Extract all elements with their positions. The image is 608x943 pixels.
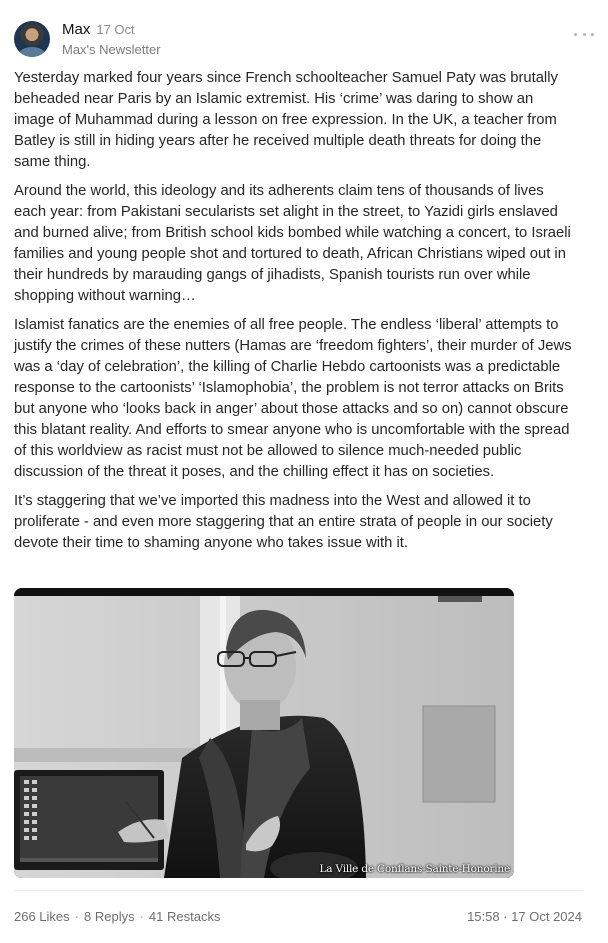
stats-separator: · — [74, 909, 79, 924]
stats-separator: · — [139, 909, 144, 924]
replies-link[interactable]: 8 Replys — [84, 909, 135, 924]
more-options-icon[interactable] — [574, 26, 594, 42]
post-header — [14, 18, 594, 62]
photo-credit: La Ville de Conflans-Sainte-Honorine — [319, 863, 510, 875]
engagement-stats — [14, 909, 220, 924]
paragraph-1: Yesterday marked four years since French schoolteacher Samuel Paty was brutally beheaded near Paris by an Islamic extremist. His ‘crime’ was daring to show an image of Muhammad during a lesson on free expression. In the UK, a teacher from Batley is still in hiding years after he received multiple death threats for doing the same thing. — [14, 70, 558, 170]
author-avatar[interactable] — [14, 21, 50, 57]
restacks-link[interactable]: 41 Restacks — [148, 909, 221, 924]
post-body — [14, 68, 574, 562]
footer-divider — [14, 890, 582, 891]
paragraph-3: Islamist fanatics are the enemies of all free people. The endless ‘liberal’ attempts to justify the crimes of these nutters (Hamas are ‘freedom fighters’, their murder of Jews was a ‘day of celebration’, the killing of Charlie Hebdo cartoonists was a predictable response to the cartoonists’ ‘Islamophobia’, the problem is not terror attacks on Brits but anyone who ‘looks back in anger’ about those attacks and so on) cannot obscure this blatant reality. And efforts to smear anyone who is uncomfortable with the spread of this worldview as racist must not be allowed to silence much-needed public discussion of the threat it poses, and the chilling effect it has on societies. — [14, 317, 572, 480]
paragraph-2: Around the world, this ideology and its adherents claim tens of thousands of lives each year: from Pakistani secularists set alight in the street, to Yazidi girls enslaved and burned alive; from British school kids bombed while watching a concert, to Israeli families and young people shot and tortured to death, African Christians wiped out in their hundreds by marauding gangs of jihadists, Spanish tourists run over while shopping without warning… — [14, 183, 571, 304]
post-timestamp[interactable]: 15:58 · 17 Oct 2024 — [467, 909, 582, 924]
post-footer — [14, 907, 582, 927]
author-name[interactable]: Max — [62, 21, 91, 38]
likes-link[interactable]: 266 Likes — [14, 909, 70, 924]
post-image[interactable] — [14, 588, 514, 878]
teacher-photo — [14, 588, 514, 878]
paragraph-4: It’s staggering that we’ve imported this madness into the West and allowed it to proliferate - and even more staggering that an entire strata of people in our society devote their time to shaming anyone who takes issue with it. — [14, 493, 553, 551]
post-date: 17 Oct — [96, 22, 135, 37]
newsletter-name[interactable]: Max's Newsletter — [62, 42, 161, 57]
author-line — [62, 21, 135, 39]
